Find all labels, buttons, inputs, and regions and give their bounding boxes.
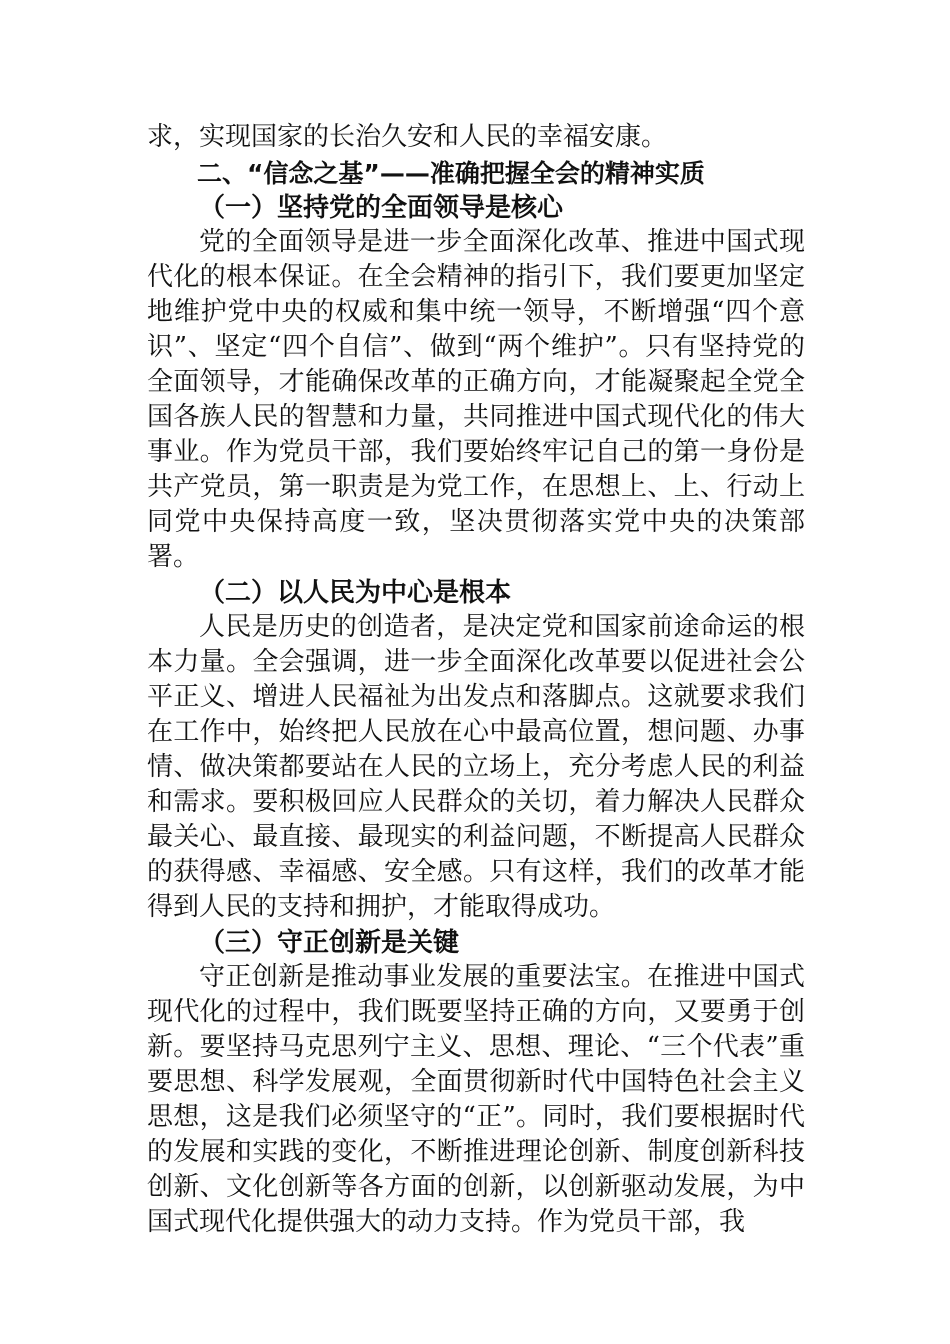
- document-body: [147, 120, 805, 1240]
- subsection-body-2: 人民是历史的创造者，是决定党和国家前途命运的根本力量。全会强调，进一步全面深化改革要以促进社会公平正义、增进人民福祉为出发点和落脚点。这就要求我们在工作中，始终把人民放在心中最高位置，想问题、办事情、做决策都要站在人民的立场上，充分考虑人民的利益和需求。要积极回应人民群众的关切，着力解决人民群众最关心、最直接、最现实的利益问题，不断提高人民群众的获得感、幸福感、安全感。只有这样，我们的改革才能得到人民的支持和拥护，才能取得成功。: [147, 612, 805, 922]
- subsection-heading-1: （一）坚持党的全面领导是核心: [199, 193, 564, 223]
- intro-paragraph-tail: 求，实现国家的长治久安和人民的幸福安康。: [147, 122, 668, 152]
- subsection-body-3: 守正创新是推动事业发展的重要法宝。在推进中国式现代化的过程中，我们既要坚持正确的方向，又要勇于创新。要坚持马克思列宁主义、思想、理论、“三个代表”重要思想、科学发展观，全面贯彻新时代中国特色社会主义思想，这是我们必须坚守的“正”。同时，我们要根据时代的发展和实践的变化，不断推进理论创新、制度创新科技创新、文化创新等各方面的创新，以创新驱动发展，为中国式现代化提供强大的动力支持。作为党员干部，我: [147, 962, 805, 1237]
- subsection-heading-2: （二）以人民为中心是根本: [199, 578, 512, 608]
- section-heading: 二、“信念之基”——准确把握全会的精神实质: [197, 159, 705, 188]
- subsection-heading-3: （三）守正创新是关键: [199, 928, 460, 958]
- subsection-body-1: 党的全面领导是进一步全面深化改革、推进中国式现代化的根本保证。在全会精神的指引下，我们要更加坚定地维护党中央的权威和集中统一领导，不断增强“四个意识”、坚定“四个自信”、做到“两个维护”。只有坚持党的全面领导，才能确保改革的正确方向，才能凝聚起全党全国各族人民的智慧和力量，共同推进中国式现代化的伟大事业。作为党员干部，我们要始终牢记自己的第一身份是共产党员，第一职责是为党工作，在思想上、上、行动上同党中央保持高度一致，坚决贯彻落实党中央的决策部署。: [147, 227, 805, 572]
